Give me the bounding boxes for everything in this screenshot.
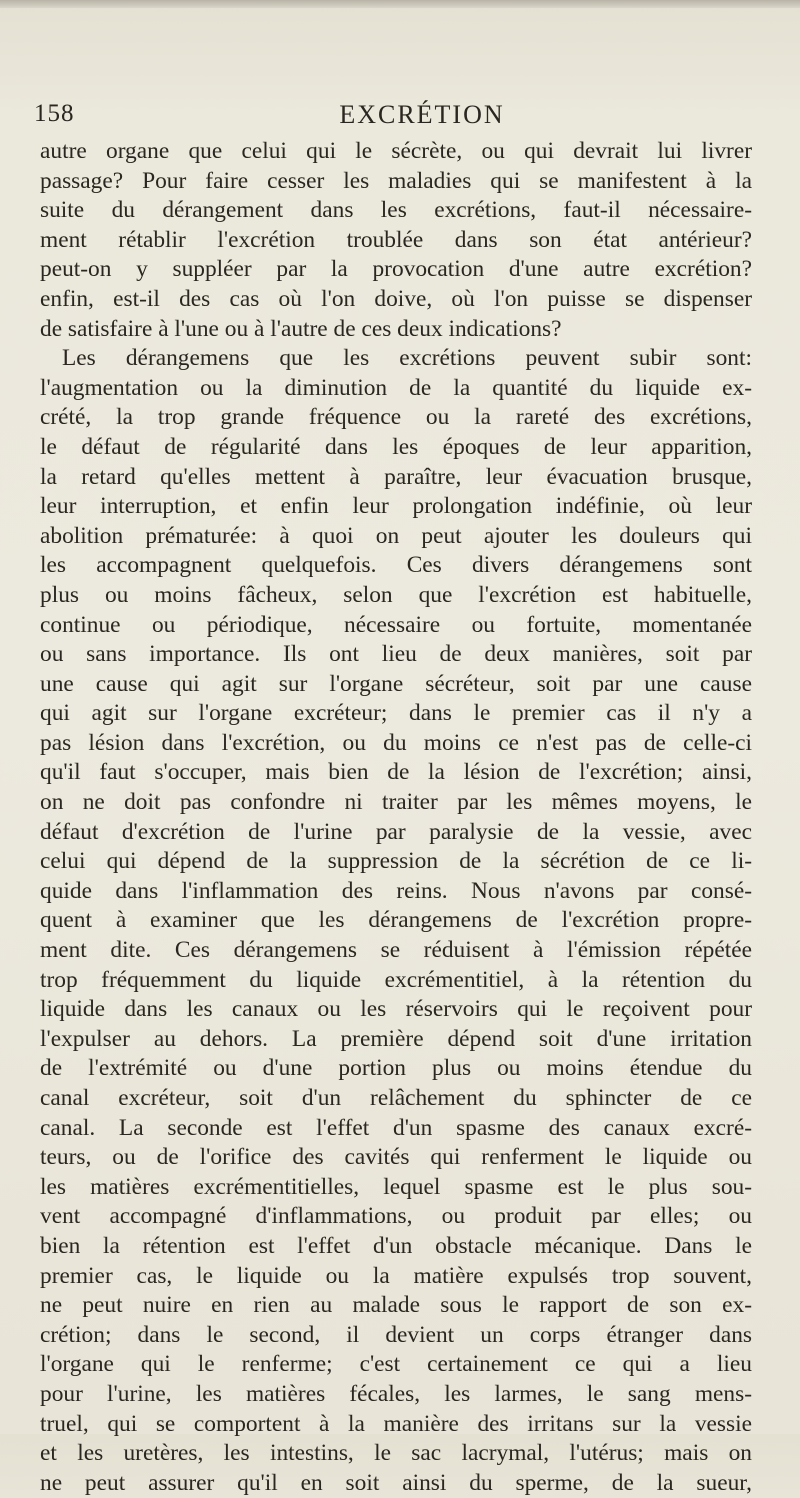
text-line: suite du dérangement dans les excrétions, faut-il nécessaire- [40, 197, 752, 224]
text-line: l'augmentation ou la diminution de la quantité du liquide ex- [40, 374, 752, 401]
text-line: passage? Pour faire cesser les maladies qui se manifestent à la [40, 167, 752, 194]
text-line: crété, la trop grande fréquence ou la rareté des excrétions, [40, 404, 752, 431]
text-line: quent à examiner que les dérangemens de l'excrétion propre- [40, 907, 752, 934]
text-line: quide dans l'inflammation des reins. Nous n'avons par consé- [40, 877, 752, 904]
text-line: teurs, ou de l'orifice des cavités qui renferment le liquide ou [40, 1144, 752, 1171]
page-number: 158 [34, 100, 75, 127]
text-line: ne peut nuire en rien au malade sous le rapport de son ex- [40, 1292, 752, 1319]
text-line: une cause qui agit sur l'organe sécréteur, soit par une cause [40, 670, 752, 697]
text-line: qu'il faut s'occuper, mais bien de la lésion de l'excrétion; ainsi, [40, 759, 752, 786]
text-line: ne peut assurer qu'il en soit ainsi du sperme, de la sueur, [40, 1469, 752, 1496]
running-title: EXCRÉTION [339, 100, 505, 129]
text-line: ment rétablir l'excrétion troublée dans son état antérieur? [40, 226, 752, 253]
text-line: enfin, est-il des cas où l'on doive, où l'on puisse se dispenser [40, 285, 752, 312]
text-line: ment dite. Ces dérangemens se réduisent à l'émission répétée [40, 937, 752, 964]
text-line: continue ou périodique, nécessaire ou fortuite, momentanée [40, 611, 752, 638]
body-text [40, 137, 752, 1498]
text-line: la retard qu'elles mettent à paraître, leur évacuation brusque, [40, 463, 752, 490]
text-line: de l'extrémité ou d'une portion plus ou moins étendue du [40, 1055, 752, 1082]
text-line: et les uretères, les intestins, le sac lacrymal, l'utérus; mais on [40, 1440, 752, 1467]
text-line: vent accompagné d'inflammations, ou produit par elles; ou [40, 1203, 752, 1230]
text-line: on ne doit pas confondre ni traiter par les mêmes moyens, le [40, 789, 752, 816]
text-line: peut-on y suppléer par la provocation d'une autre excrétion? [40, 256, 752, 283]
text-line: pour l'urine, les matières fécales, les larmes, le sang mens- [40, 1380, 752, 1407]
text-line: abolition prématurée: à quoi on peut ajouter les douleurs qui [40, 522, 752, 549]
text-line: canal. La seconde est l'effet d'un spasme des canaux excré- [40, 1114, 752, 1141]
text-line: leur interruption, et enfin leur prolongation indéfinie, où leur [40, 493, 752, 520]
text-line: crétion; dans le second, il devient un corps étranger dans [40, 1321, 752, 1348]
text-line: ou sans importance. Ils ont lieu de deux manières, soit par [40, 641, 752, 668]
page-top-edge [0, 0, 800, 8]
text-line: canal excréteur, soit d'un relâchement du sphincter de ce [40, 1085, 752, 1111]
text-line: l'expulser au dehors. La première dépend soit d'une irritation [40, 1025, 752, 1052]
text-line: qui agit sur l'organe excréteur; dans le premier cas il n'y a [40, 700, 752, 727]
text-line: autre organe que celui qui le sécrète, ou qui devrait lui livrer [40, 138, 752, 164]
running-header [34, 100, 750, 136]
text-line: plus ou moins fâcheux, selon que l'excrétion est habituelle, [40, 581, 752, 608]
text-line: Les dérangemens que les excrétions peuvent subir sont: [62, 345, 752, 372]
text-line: pas lésion dans l'excrétion, ou du moins ce n'est pas de celle-ci [40, 729, 752, 756]
text-line: de satisfaire à l'une ou à l'autre de ces deux indications? [40, 315, 562, 342]
text-line: bien la rétention est l'effet d'un obstacle mécanique. Dans le [40, 1232, 752, 1259]
text-line: le défaut de régularité dans les époques de leur apparition, [40, 433, 752, 460]
text-line: les matières excrémentitielles, lequel spasme est le plus sou- [40, 1173, 752, 1200]
text-line: trop fréquemment du liquide excrémentitiel, à la rétention du [40, 966, 752, 993]
text-line: défaut d'excrétion de l'urine par paralysie de la vessie, avec [40, 818, 752, 845]
text-line: l'organe qui le renferme; c'est certainement ce qui a lieu [40, 1351, 752, 1378]
text-line: truel, qui se comportent à la manière des irritans sur la vessie [40, 1410, 752, 1437]
text-line: liquide dans les canaux ou les réservoirs qui le reçoivent pour [40, 996, 752, 1023]
text-line: les accompagnent quelquefois. Ces divers dérangemens sont [40, 552, 752, 579]
text-line: premier cas, le liquide ou la matière expulsés trop souvent, [40, 1262, 752, 1289]
text-line: celui qui dépend de la suppression de la sécrétion de ce li- [40, 848, 752, 875]
